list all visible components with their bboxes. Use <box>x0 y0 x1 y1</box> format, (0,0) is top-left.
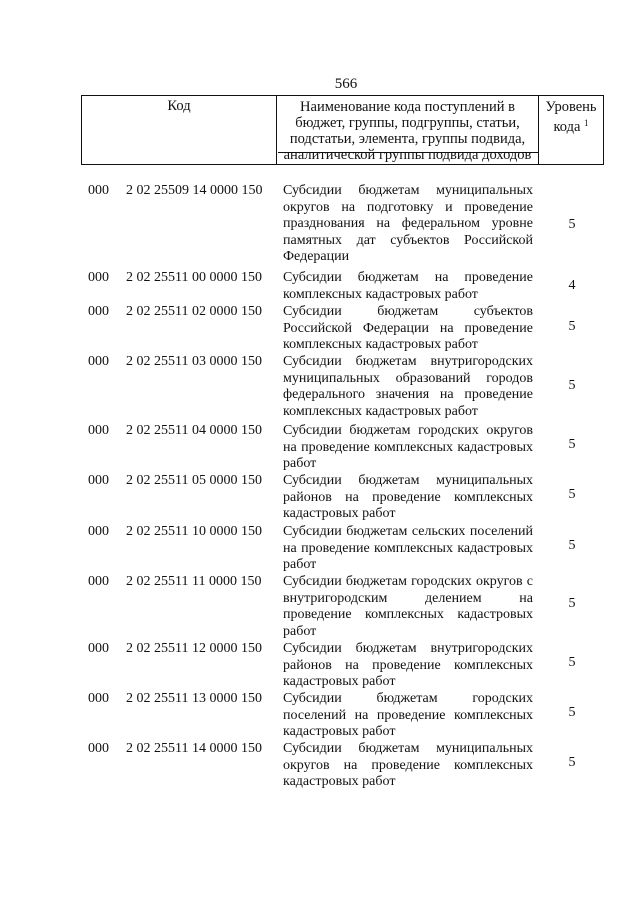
row-level: 5 <box>568 487 576 502</box>
row-code: 2 02 25511 14 0000 150 <box>126 741 262 756</box>
page-number: 566 <box>334 76 358 92</box>
header-level-line1: Уровень <box>545 99 597 115</box>
row-prefix: 000 <box>88 270 109 285</box>
row-level: 5 <box>568 755 576 770</box>
header-level-line2: кода <box>553 119 581 135</box>
row-level: 5 <box>568 538 576 553</box>
header-level-footnote: 1 <box>584 118 589 128</box>
row-code: 2 02 25511 00 0000 150 <box>126 270 262 285</box>
row-prefix: 000 <box>88 691 109 706</box>
row-name: Субсидии бюджетам муниципальных округов на проведение комплексных кадастровых работ <box>283 741 533 789</box>
header-name: Наименование кода поступлений в бюджет, группы, подгруппы, статьи, подстатьи, элемента, группы подвида, аналитической группы подвида доходов <box>277 96 539 164</box>
row-name: Субсидии бюджетам на проведение комплексных кадастровых работ <box>283 270 533 302</box>
row-prefix: 000 <box>88 524 109 539</box>
row-prefix: 000 <box>88 741 109 756</box>
row-level: 5 <box>568 437 576 452</box>
row-prefix: 000 <box>88 354 109 369</box>
row-name: Субсидии бюджетам городских округов с внутригородским делением на проведение комплексных кадастровых работ <box>283 574 533 639</box>
row-name: Субсидии бюджетам муниципальных округов на подготовку и проведение празднования на федеральном уровне памятных дат субъектов Российской Федерации <box>283 183 533 264</box>
row-code: 2 02 25511 02 0000 150 <box>126 304 262 319</box>
row-name: Субсидии бюджетам городских округов на проведение комплексных кадастровых работ <box>283 423 533 471</box>
row-code: 2 02 25511 04 0000 150 <box>126 423 262 438</box>
row-level: 5 <box>568 217 576 232</box>
row-level: 5 <box>568 655 576 670</box>
row-code: 2 02 25511 10 0000 150 <box>126 524 262 539</box>
row-code: 2 02 25511 12 0000 150 <box>126 641 262 656</box>
row-code: 2 02 25511 13 0000 150 <box>126 691 262 706</box>
row-level: 5 <box>568 705 576 720</box>
row-name: Субсидии бюджетам городских поселений на проведение комплексных кадастровых работ <box>283 691 533 739</box>
row-level: 5 <box>568 596 576 611</box>
row-name: Субсидии бюджетам субъектов Российской Федерации на проведение комплексных кадастровых работ <box>283 304 533 352</box>
row-prefix: 000 <box>88 183 109 198</box>
row-code: 2 02 25511 11 0000 150 <box>126 574 262 589</box>
row-level: 4 <box>568 278 576 293</box>
row-code: 2 02 25511 05 0000 150 <box>126 473 262 488</box>
row-name: Субсидии бюджетам муниципальных районов на проведение комплексных кадастровых работ <box>283 473 533 521</box>
row-prefix: 000 <box>88 574 109 589</box>
header-code: Код <box>82 96 277 164</box>
row-code: 2 02 25509 14 0000 150 <box>126 183 263 198</box>
row-level: 5 <box>568 378 576 393</box>
row-prefix: 000 <box>88 304 109 319</box>
row-prefix: 000 <box>88 641 109 656</box>
row-prefix: 000 <box>88 473 109 488</box>
row-code: 2 02 25511 03 0000 150 <box>126 354 262 369</box>
row-level: 5 <box>568 319 576 334</box>
row-prefix: 000 <box>88 423 109 438</box>
row-name: Субсидии бюджетам внутригородских районов на проведение комплексных кадастровых работ <box>283 641 533 689</box>
row-name: Субсидии бюджетам сельских поселений на проведение комплексных кадастровых работ <box>283 524 533 572</box>
row-name: Субсидии бюджетам внутригородских муниципальных образований городов федерального значения на проведение комплексных кадастровых работ <box>283 354 533 419</box>
